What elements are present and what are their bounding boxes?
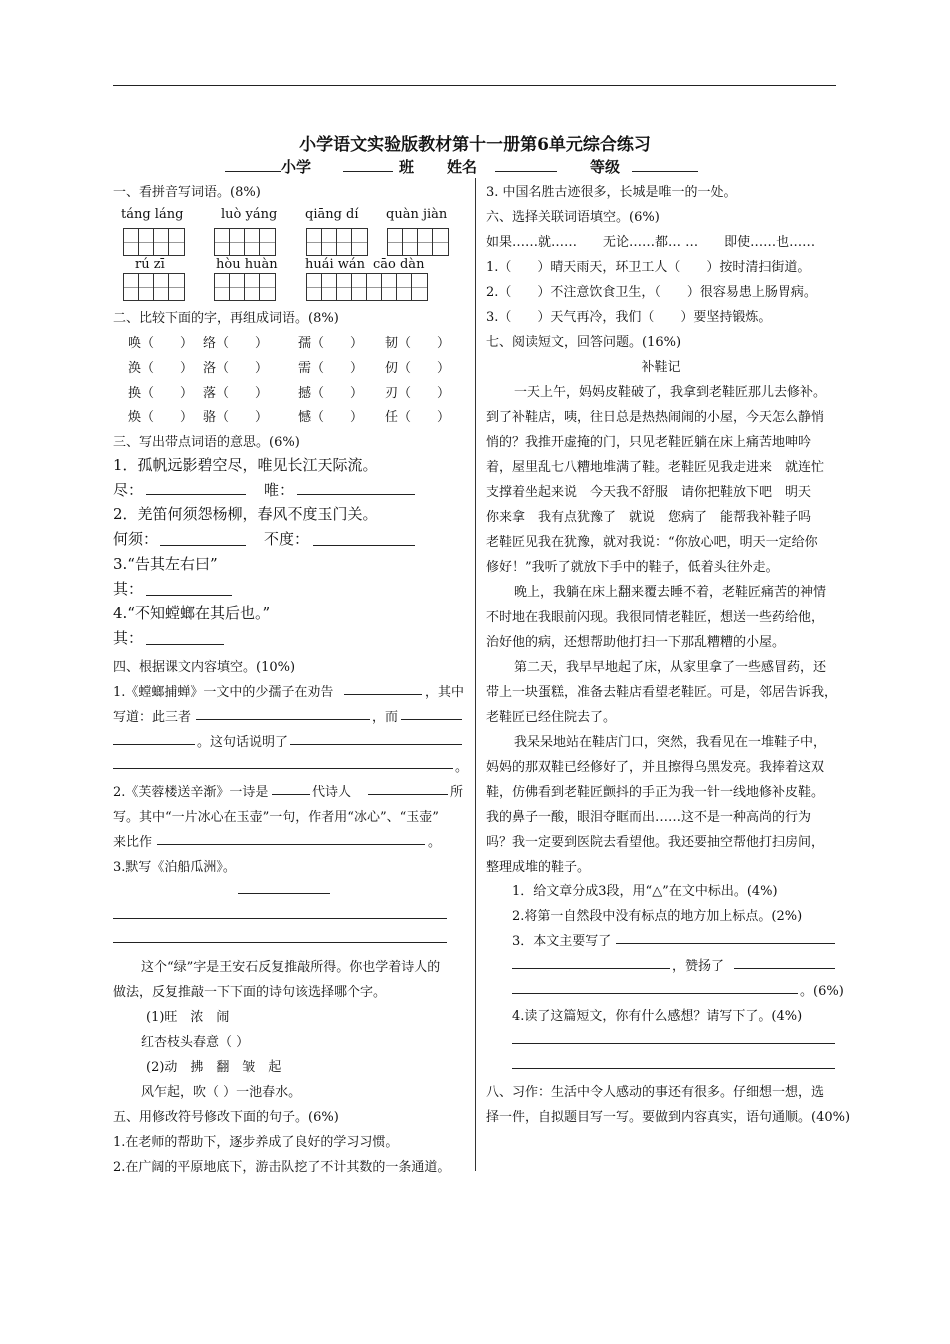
story-line: 修好！”我听了就放下手中的鞋子，低着头往外走。 bbox=[486, 560, 779, 575]
char-item[interactable]: 焕（ ） bbox=[128, 410, 194, 425]
question: 。(6%) bbox=[800, 984, 844, 999]
char-item[interactable]: 骆（ ） bbox=[203, 410, 269, 425]
s3-heading: 三、写出带点词语的意思。(6%) bbox=[113, 435, 300, 450]
char-item[interactable]: 络（ ） bbox=[203, 336, 269, 351]
option-list: (2)动 拂 翻 皱 起 bbox=[146, 1060, 282, 1075]
write-grid-5[interactable] bbox=[123, 273, 185, 301]
s4-heading: 四、根据课文内容填空。(10%) bbox=[113, 660, 296, 675]
answer-blank[interactable] bbox=[196, 719, 370, 720]
char-item[interactable]: 需（ ） bbox=[298, 361, 364, 376]
paragraph-line: 做法，反复推敲一下下面的诗句该选择哪个字。 bbox=[113, 985, 387, 1000]
top-rule bbox=[113, 85, 836, 86]
story-line: 第二天，我早早地起了床，从家里拿了一些感冒药，还 bbox=[514, 660, 827, 675]
conjunction-options: 如果……就…… 无论……都… … 即使……也…… bbox=[486, 235, 816, 250]
fill-text: 2.《芙蓉楼送辛渐》一诗是 bbox=[113, 785, 269, 800]
answer-label: 其： bbox=[113, 580, 144, 598]
answer-blank[interactable] bbox=[290, 744, 462, 745]
answer-blank[interactable] bbox=[512, 993, 798, 994]
story-line: 一天上午，妈妈皮鞋破了，我拿到老鞋匠那儿去修补。 bbox=[514, 385, 827, 400]
write-grid-2[interactable] bbox=[214, 228, 276, 256]
poem-line-blank[interactable] bbox=[113, 918, 447, 919]
answer-blank[interactable] bbox=[297, 494, 415, 495]
question: 4.读了这篇短文，你有什么感想？请写下了。(4%) bbox=[512, 1009, 803, 1024]
story-line: 老鞋匠见我在犹豫，就对我说：“你放心吧，明天一定给你 bbox=[486, 535, 818, 550]
quote-line-3: 3.“告其左右曰” bbox=[113, 555, 218, 573]
column-divider bbox=[475, 178, 476, 1171]
paragraph-line: 这个“绿”字是王安石反复推敲所得。你也学着诗人的 bbox=[141, 960, 441, 975]
story-line: 老鞋匠已经住院去了。 bbox=[486, 710, 617, 725]
answer-blank[interactable] bbox=[113, 768, 453, 769]
name-field[interactable]: 姓名 bbox=[447, 156, 557, 177]
fill-text: 。 bbox=[455, 760, 469, 775]
char-item[interactable]: 落（ ） bbox=[203, 386, 269, 401]
question: 1．给文章分成3段，用“△”在文中标出。(4%) bbox=[512, 884, 778, 899]
page-title: 小学语文实验版教材第十一册第6单元综合练习 bbox=[299, 135, 651, 155]
answer-label: 唯： bbox=[264, 481, 295, 499]
char-item[interactable]: 涣（ ） bbox=[128, 361, 194, 376]
fill-sentence[interactable]: 1.（ ）晴天雨天，环卫工人（ ）按时清扫街道。 bbox=[486, 260, 811, 275]
story-line: 到了补鞋店，咦，往日总是热热闹闹的小屋，今天怎么静悄 bbox=[486, 410, 825, 425]
char-item[interactable]: 憾（ ） bbox=[298, 410, 364, 425]
answer-blank[interactable] bbox=[401, 719, 462, 720]
fill-text: 。 bbox=[428, 835, 442, 850]
char-item[interactable]: 换（ ） bbox=[128, 386, 194, 401]
question: 2.将第一自然段中没有标点的地方加上标点。(2%) bbox=[512, 909, 803, 924]
s5-heading: 五、用修改符号修改下面的句子。(6%) bbox=[113, 1110, 339, 1125]
pinyin-6: hòu huàn bbox=[216, 257, 278, 272]
answer-blank[interactable] bbox=[512, 1068, 835, 1069]
pinyin-8: cāo dàn bbox=[373, 257, 425, 272]
question: ，赞扬了 bbox=[672, 959, 725, 974]
story-line: 着，屋里乱七八糟地堆满了鞋。老鞋匠见我走进来 就连忙 bbox=[486, 460, 825, 475]
char-item[interactable]: 唤（ ） bbox=[128, 336, 194, 351]
story-line: 整理成堆的鞋子。 bbox=[486, 860, 591, 875]
quote-line-4: 4.“不知螳螂在其后也。” bbox=[113, 604, 271, 622]
story-line: 我呆呆地站在鞋店门口，突然，我看见在一堆鞋子中， bbox=[514, 735, 827, 750]
story-line: 支撑着坐起来说 今天我不舒服 请你把鞋放下吧 明天 bbox=[486, 485, 812, 500]
fill-text: 所 bbox=[450, 785, 464, 800]
fill-text: 写道：此三者 bbox=[113, 710, 192, 725]
char-item[interactable]: 撼（ ） bbox=[298, 386, 364, 401]
option-list: (1)旺 浓 闹 bbox=[146, 1010, 230, 1025]
fill-text: 代诗人 bbox=[312, 785, 352, 800]
answer-label: 其： bbox=[113, 629, 144, 647]
answer-blank[interactable] bbox=[512, 968, 670, 969]
fill-text: 。这句话说明了 bbox=[197, 735, 289, 750]
char-item[interactable]: 任（ ） bbox=[385, 410, 451, 425]
sentence[interactable]: 2.在广阔的平原地底下，游击队挖了不计其数的一条通道。 bbox=[113, 1160, 451, 1175]
fill-sentence[interactable]: 2.（ ）不注意饮食卫生，（ ）很容易患上肠胃病。 bbox=[486, 285, 817, 300]
answer-blank[interactable] bbox=[157, 844, 425, 845]
sentence[interactable]: 3. 中国名胜古迹很多，长城是唯一的一处。 bbox=[486, 185, 737, 200]
pinyin-2: luò yáng bbox=[221, 207, 278, 222]
pinyin-5: rú zī bbox=[135, 257, 165, 272]
answer-blank[interactable] bbox=[344, 694, 422, 695]
char-item[interactable]: 韧（ ） bbox=[385, 336, 451, 351]
poem-title-blank[interactable] bbox=[238, 893, 330, 894]
answer-label: 何须： bbox=[113, 530, 159, 548]
grade-field[interactable]: 等级 bbox=[590, 156, 698, 177]
option-sentence[interactable]: 红杏枝头春意（ ） bbox=[141, 1035, 250, 1050]
essay-prompt: 八、习作：生活中令人感动的事还有很多。仔细想一想，选 bbox=[486, 1085, 825, 1100]
write-grid-4[interactable] bbox=[387, 228, 449, 256]
pinyin-3: qiāng dí bbox=[305, 207, 359, 222]
write-grid-7[interactable] bbox=[306, 273, 428, 301]
story-line: 我的鼻子一酸，眼泪夺眶而出……这不是一种高尚的行为 bbox=[486, 810, 812, 825]
answer-label: 不度： bbox=[264, 530, 310, 548]
option-sentence[interactable]: 风乍起，吹（ ）一池春水。 bbox=[141, 1085, 302, 1100]
story-line: 悄的？我推开虚掩的门，只见老鞋匠躺在床上痛苦地呻吟 bbox=[486, 435, 812, 450]
write-grid-6[interactable] bbox=[214, 273, 276, 301]
answer-blank[interactable] bbox=[113, 744, 195, 745]
answer-blank[interactable] bbox=[160, 545, 246, 546]
answer-label: 尽： bbox=[113, 481, 144, 499]
class-field[interactable]: 班 bbox=[343, 156, 414, 177]
essay-prompt: 择一件，自拟题目写一写。要做到内容真实，语句通顺。(40%) bbox=[486, 1110, 851, 1125]
fill-sentence[interactable]: 3.（ ）天气再冷，我们（ ）要坚持锻炼。 bbox=[486, 310, 772, 325]
school-field[interactable]: 小学 bbox=[225, 156, 311, 177]
char-item[interactable]: 仞（ ） bbox=[385, 361, 451, 376]
story-line: 带上一块蛋糕，准备去鞋店看望老鞋匠。可是，邻居告诉我， bbox=[486, 685, 838, 700]
poem-line-1: 1．孤帆远影碧空尽，唯见长江天际流。 bbox=[113, 456, 378, 474]
s6-heading: 六、选择关联词语填空。(6%) bbox=[486, 210, 660, 225]
s1-heading: 一、看拼音写词语。(8%) bbox=[113, 185, 261, 200]
story-title: 补鞋记 bbox=[641, 360, 681, 375]
fill-text: 来比作 bbox=[113, 835, 153, 850]
story-line: 鞋，仿佛看到老鞋匠颤抖的手正为我一针一线地修补皮鞋。 bbox=[486, 785, 825, 800]
fill-text: 写。其中“一片冰心在玉壶”一句，作者用“冰心”、“玉壶” bbox=[113, 810, 439, 825]
char-item[interactable]: 孺（ ） bbox=[298, 336, 364, 351]
write-grid-1[interactable] bbox=[123, 228, 185, 256]
pinyin-7: huái wán bbox=[305, 257, 366, 272]
poem-line-2: 2．羌笛何须怨杨柳，春风不度玉门关。 bbox=[113, 505, 378, 523]
sentence[interactable]: 1.在老师的帮助下，逐步养成了良好的学习习惯。 bbox=[113, 1135, 399, 1150]
char-item[interactable]: 刃（ ） bbox=[385, 386, 451, 401]
story-line: 你来拿 我有点犹豫了 就说 您病了 能帮我补鞋子吗 bbox=[486, 510, 812, 525]
pinyin-1: táng láng bbox=[121, 207, 184, 222]
s7-heading: 七、阅读短文，回答问题。(16%) bbox=[486, 335, 682, 350]
answer-blank[interactable] bbox=[146, 494, 246, 495]
story-line: 治好他的病，还想帮助他打扫一下那乱糟糟的小屋。 bbox=[486, 635, 786, 650]
fill-text: 1.《螳螂捕蝉》一文中的少孺子在劝告 bbox=[113, 685, 334, 700]
fill-text: 3.默写《泊船瓜洲》。 bbox=[113, 860, 236, 875]
answer-blank[interactable] bbox=[146, 644, 224, 645]
story-line: 吗？我一定要到医院去看望他。我还要抽空帮他打扫房间， bbox=[486, 835, 825, 850]
pinyin-4: quàn jiàn bbox=[386, 207, 448, 222]
char-item[interactable]: 洛（ ） bbox=[203, 361, 269, 376]
fill-text: ，其中 bbox=[425, 685, 465, 700]
s2-heading: 二、比较下面的字，再组成词语。(8%) bbox=[113, 311, 339, 326]
story-line: 不时地在我眼前闪现。我很同情老鞋匠，想送一些药给他， bbox=[486, 610, 825, 625]
answer-blank[interactable] bbox=[146, 595, 232, 596]
question: 3．本文主要写了 bbox=[512, 934, 612, 949]
fill-text: ，而 bbox=[372, 710, 399, 725]
answer-blank[interactable] bbox=[734, 968, 835, 969]
answer-blank[interactable] bbox=[512, 1043, 835, 1044]
answer-blank[interactable] bbox=[272, 794, 310, 795]
answer-blank[interactable] bbox=[313, 545, 415, 546]
answer-blank[interactable] bbox=[616, 943, 835, 944]
story-line: 晚上，我躺在床上翻来覆去睡不着，老鞋匠痛苦的神情 bbox=[514, 585, 827, 600]
write-grid-3[interactable] bbox=[306, 228, 368, 256]
story-line: 妈妈的那双鞋已经修好了，并且擦得乌黑发亮。我捧着这双 bbox=[486, 760, 825, 775]
answer-blank[interactable] bbox=[368, 794, 448, 795]
poem-line-blank[interactable] bbox=[113, 942, 447, 943]
